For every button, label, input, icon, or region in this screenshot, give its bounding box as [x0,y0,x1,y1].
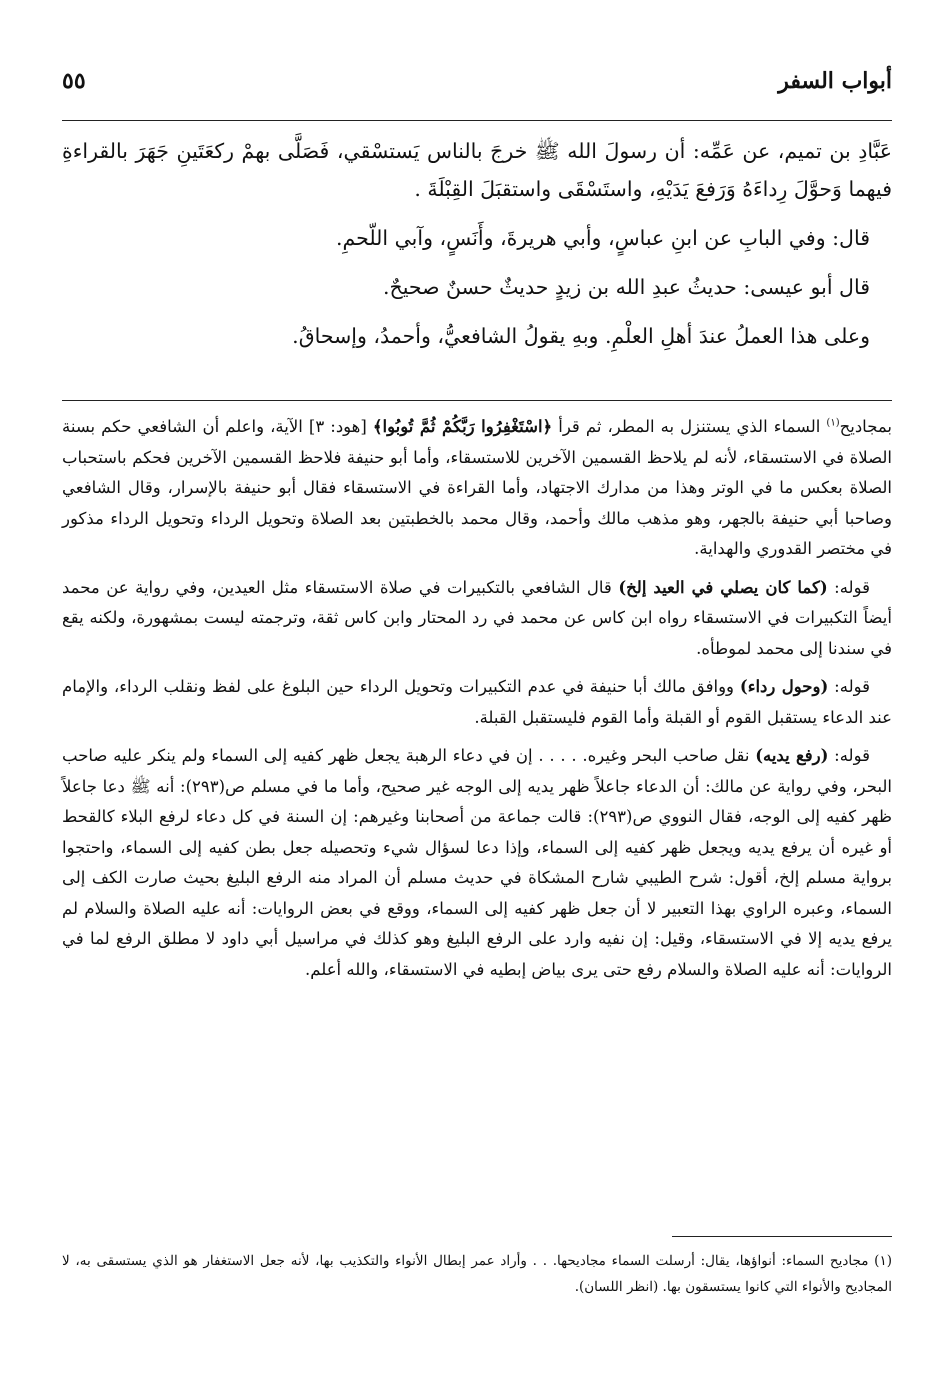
hadith-paragraph: قال أبو عيسى: حديثُ عبدِ الله بن زيدٍ حديثٌ حسنٌ صحيحٌ. [382,275,870,299]
footnote-marker: (١) [826,417,840,429]
quran-quote: ﴿اسْتَغْفِرُوا رَبَّكُمْ ثُمَّ تُوبُوا﴾ [372,417,553,436]
commentary-text-run: السماء الذي يستنزل به المطر، ثم قرأ [552,417,827,436]
page-header [62,68,892,108]
commentary-text-run: ووافق مالك أبا حنيفة في عدم التكبيرات وتحويل الرداء حين البلوغ على لفظ ونقلب الرداء، والإمام عند الدعاء يستقبل القوم أو القبلة وأما القوم فليستقبل القبلة. [62,677,892,727]
hadith-paragraph: عَبَّادِ بن تميم، عن عَمِّه: أن رسولَ الله ﷺ خرجَ بالناس يَستسْقي، فَصَلَّى بهمْ ركعَتَينِ جَهَرَ بالقراءةِ فيهما وَحوَّلَ رِداءَهُ وَرَفعَ يَدَيْهِ، واستَسْقَى واستقبَلَ القِبْلَةَ . [62,139,892,201]
qawl-lead: قوله: [828,677,871,696]
commentary-paragraph [62,741,892,985]
hadith-paragraph: وعلى هذا العملُ عندَ أهلِ العلْمِ. وبهِ يقولُ الشافعيُّ، وأحمدُ، وإسحاقُ. [292,324,870,348]
book-page [62,60,892,1370]
qawl-lead: قوله: [827,577,870,597]
qawl-lead: قوله: [828,746,870,765]
quoted-phrase: (وحول رداء) [739,677,829,696]
footnotes [62,1248,892,1300]
commentary-paragraph [62,573,892,665]
footnote-divider [672,1236,892,1237]
quoted-phrase: (كما كان يصلي في العيد إلخ) [618,577,828,597]
commentary-text-run: بمجاديح [839,417,892,436]
hadith-text [62,132,892,366]
commentary-text [62,412,892,993]
page-number: ٥٥ [62,68,86,94]
hadith-paragraph: قال: وفي البابِ عن ابنِ عباسٍ، وأبي هريرةَ، وأَنَسٍ، وآبي اللّحمِ. [335,226,870,250]
commentary-divider [62,400,892,401]
commentary-text-run: [هود: ٣] الآية، واعلم أن الشافعي حكم بسنة الصلاة في الاستسقاء، لأنه لم يلاحظ القسمين الآخرين للاستسقاء، وأما أبو حنيفة فلاحظ القسمين الآخرين فحكم باستحباب الصلاة بعكس ما في الوتر وهذا من مدارك الاجتهاد، وأما القراءة في الاستسقاء فقال أبو حنيفة بالإسرار، وقال الشافعي وصاحبا أبي حنيفة بالجهر، وهو مذهب مالك وأحمد، وقال محمد بالخطبتين بعد الصلاة وتحويل الرداء وتحويل الرداء مذكور في مختصر القدوري والهداية. [62,417,892,558]
header-divider [62,120,892,121]
commentary-paragraph [62,672,892,733]
footnote: (١) مجاديح السماء: أنواؤها، يقال: أرسلت السماء مجاديحها. . . وأراد عمر إبطال الأنواء والتكذيب بها، لأنه جعل الاستغفار هو الذي يستسقى به، لا المجاديح والأنواء التي كانوا يستسقون بها. (انظر اللسان). [62,1253,892,1295]
running-title: أبواب السفر [778,68,892,94]
commentary-text-run: قال الشافعي بالتكبيرات في صلاة الاستسقاء مثل العيدين، وفي رواية عن محمد أيضاً التكبيرات في الاستسقاء رواه ابن كاس عن محمد في رد المحتار وابن كاس ثقة، وترجمته ليست بمشهورة، ولكنه يقع في سندنا إلى محمد لموطأه. [62,577,892,658]
quoted-phrase: (رفع يديه) [755,746,829,765]
commentary-paragraph [62,412,892,565]
commentary-text-run: نقل صاحب البحر وغيره. . . . . إن في دعاء الرهبة يجعل ظهر كفيه إلى السماء ولم ينكر عليه صاحب البحر، وفي رواية عن مالك: أن الدعاء جاعلاً ظهر يديه إلى الوجه غير صحيح، وأما ما في مسلم ص(٢٩٣): أنه ﷺ دعا جاعلاً ظهر كفيه إلى الوجه، فقال النووي ص(٢٩٣): قالت جماعة من أصحابنا وغيرهم: إن السنة في كل دعاء لرفع البلاء كالقحط أو غيره أن يرفع يديه ويجعل ظهر كفيه إلى السماء، وإذا دعا لسؤال شيء وتحصيله جعل بطن كفيه إلى السماء، واحتجوا برواية مسلم إلخ، أقول: شرح الطيبي شارح المشكاة في حديث مسلم أن المراد منه الرفع البليغ بحيث صارت الكف إلى السماء، وعبره الراوي بهذا التعبير لا أن جعل ظهر كفيه إلى السماء، ووقع في بعض الروايات: أنه عليه الصلاة والسلام لم يرفع يديه إلا في الاستسقاء، وقيل: إن نفيه وارد على الرفع البليغ وهو كذلك في مراسيل أبي داود لا مطلق الرفع لما في الروايات: أنه عليه الصلاة والسلام رفع حتى يرى بياض إبطيه في الاستسقاء، والله أعلم. [62,746,893,979]
